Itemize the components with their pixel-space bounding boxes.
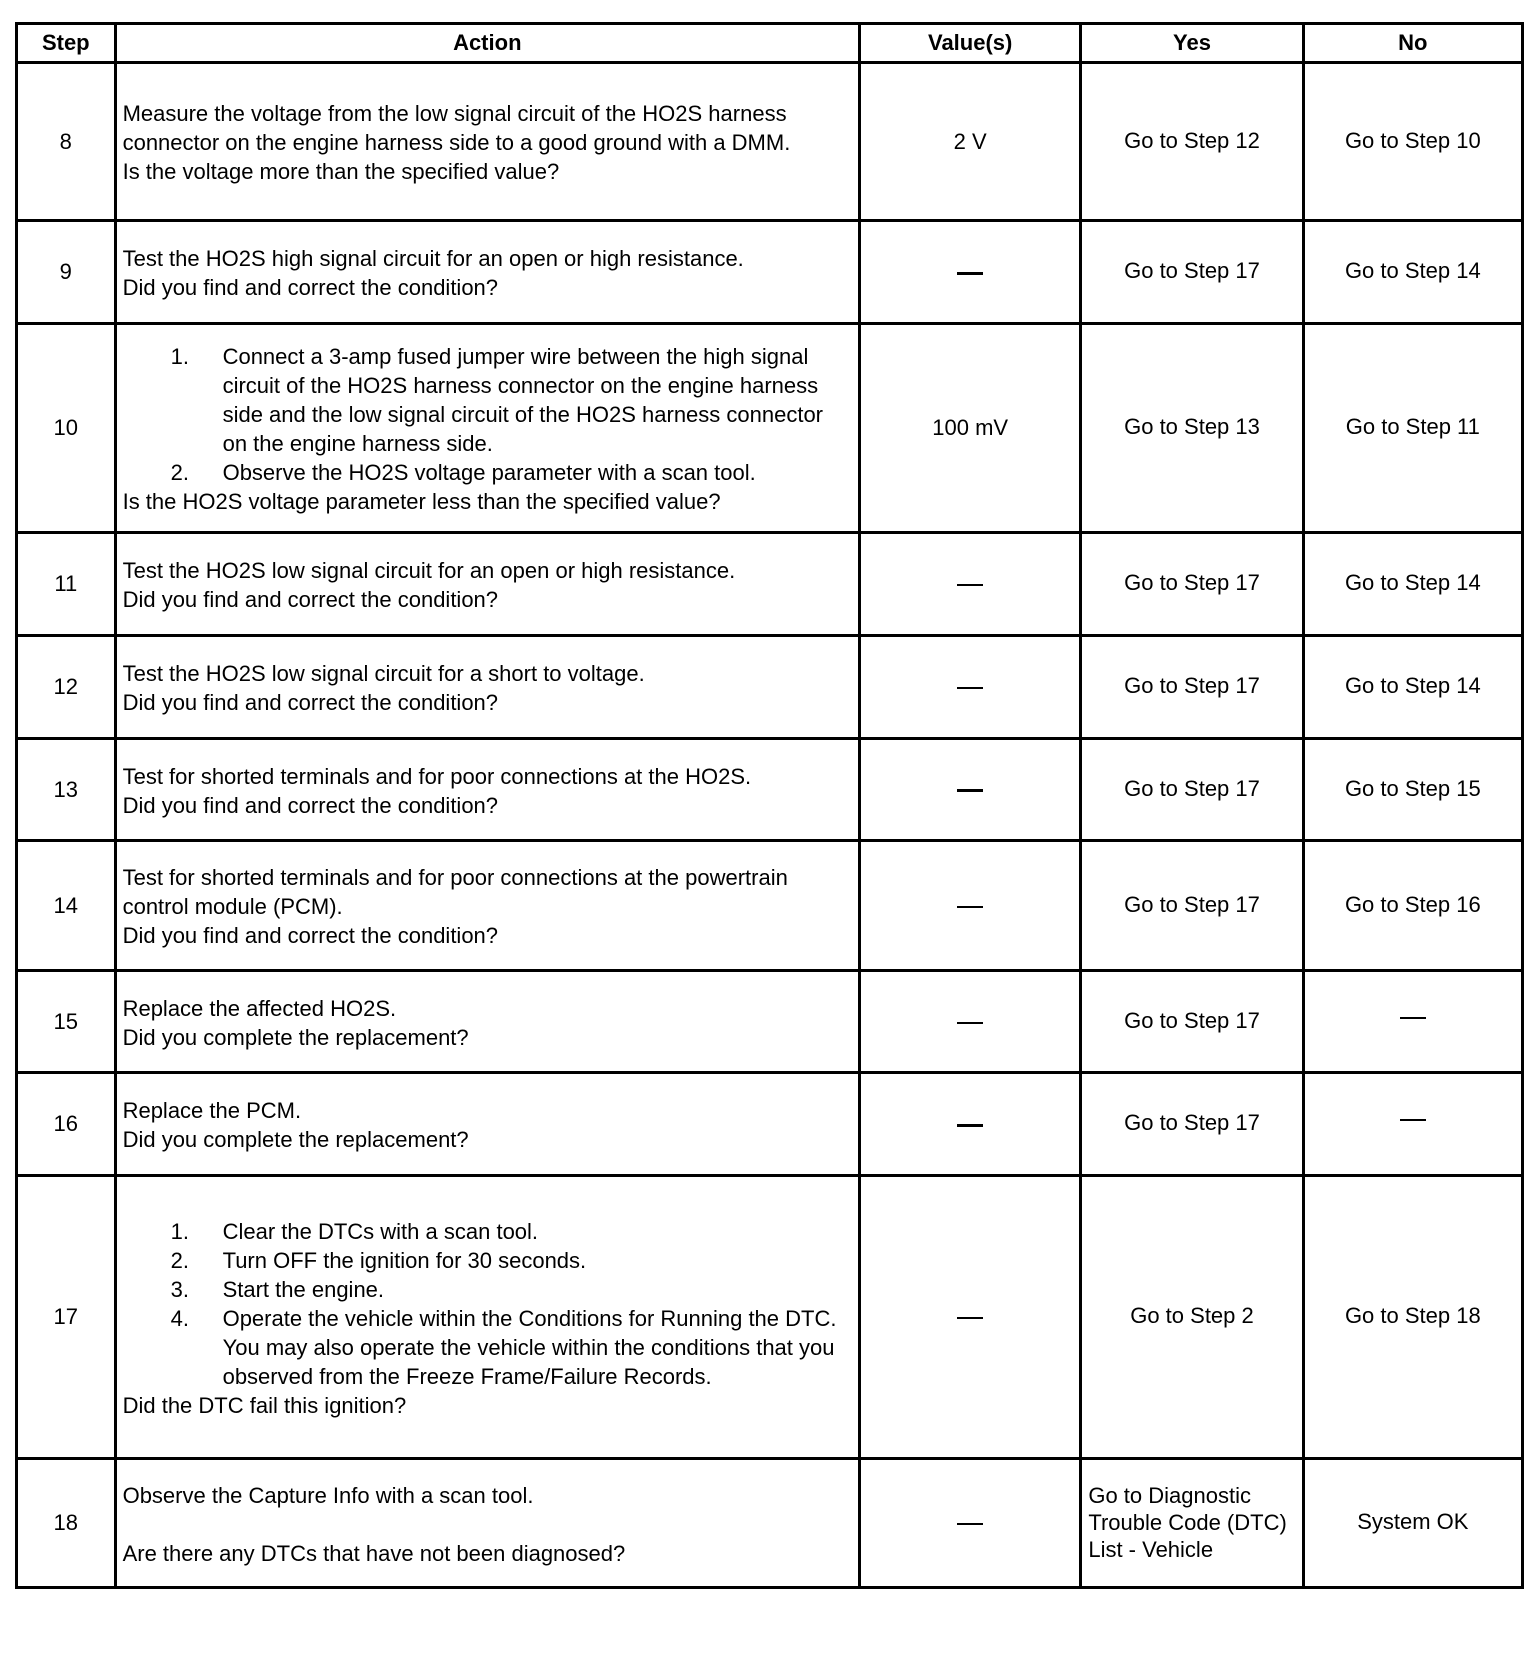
no-cell: Go to Step 10 <box>1303 63 1522 221</box>
value-dash <box>957 1124 983 1127</box>
value-dash <box>957 584 983 586</box>
list-item: 2. Observe the HO2S voltage parameter with a scan tool. <box>170 460 756 485</box>
action-cell <box>115 636 859 739</box>
yes-cell: Go to Step 12 <box>1081 63 1303 221</box>
table-row <box>17 63 1523 221</box>
action-cell <box>115 63 859 221</box>
action-instruction: Test the HO2S low signal circuit for a short to voltage. <box>122 661 645 686</box>
list-item: 1. Clear the DTCs with a scan tool. <box>170 1218 539 1244</box>
no-dash <box>1400 1017 1426 1019</box>
diagnostic-table <box>15 22 1524 1589</box>
no-cell: Go to Step 18 <box>1303 1176 1522 1459</box>
action-instruction: Observe the Capture Info with a scan tool. <box>122 1482 534 1508</box>
step-number: 18 <box>17 1459 116 1588</box>
no-cell: Go to Step 11 <box>1303 324 1522 533</box>
yes-cell: Go to Step 17 <box>1081 636 1303 739</box>
header-no: No <box>1303 24 1522 63</box>
step-number: 8 <box>17 63 116 221</box>
no-cell: Go to Step 14 <box>1303 221 1522 324</box>
value-dash <box>957 906 983 908</box>
step-number: 11 <box>17 533 116 636</box>
table-row <box>17 1459 1523 1588</box>
action-question: Did you find and correct the condition? <box>122 792 499 818</box>
list-item: 1. Connect a 3-amp fused jumper wire between the high signal circuit of the HO2S harness connector on the engine harness side and the low signal circuit of the HO2S harness connector on the engine harness side. <box>170 344 824 456</box>
action-cell <box>115 841 859 971</box>
step-number: 10 <box>17 324 116 533</box>
yes-cell: Go to Step 17 <box>1081 841 1303 971</box>
value-dash <box>957 272 983 275</box>
action-instruction: Replace the PCM. <box>122 1098 302 1123</box>
table-row <box>17 533 1523 636</box>
action-steps-list <box>123 342 852 487</box>
step-number: 9 <box>17 221 116 324</box>
value-cell <box>860 636 1081 739</box>
step-number: 15 <box>17 971 116 1073</box>
no-cell <box>1303 971 1522 1073</box>
yes-cell: Go to Step 17 <box>1081 533 1303 636</box>
table-row <box>17 841 1523 971</box>
no-dash <box>1400 1119 1426 1121</box>
no-cell: Go to Step 14 <box>1303 533 1522 636</box>
header-action: Action <box>115 24 859 63</box>
yes-cell: Go to Step 17 <box>1081 971 1303 1073</box>
action-question: Did you complete the replacement? <box>122 1024 469 1050</box>
action-instruction: Test the HO2S high signal circuit for an open or high resistance. <box>122 246 744 271</box>
table-row <box>17 1073 1523 1176</box>
header-row <box>17 24 1523 63</box>
no-cell: Go to Step 16 <box>1303 841 1522 971</box>
table-row <box>17 739 1523 841</box>
value-cell <box>860 1176 1081 1459</box>
value-cell <box>860 971 1081 1073</box>
list-item: 3. Start the engine. <box>170 1276 385 1302</box>
action-cell <box>115 971 859 1073</box>
action-question: Is the voltage more than the specified value? <box>122 159 560 184</box>
value-cell: 100 mV <box>860 324 1081 533</box>
value-cell <box>860 533 1081 636</box>
action-cell <box>115 1459 859 1588</box>
yes-cell: Go to Step 17 <box>1081 221 1303 324</box>
table-row <box>17 221 1523 324</box>
header-yes: Yes <box>1081 24 1303 63</box>
action-cell <box>115 533 859 636</box>
value-cell <box>860 221 1081 324</box>
action-cell <box>115 1176 859 1459</box>
value-cell: 2 V <box>860 63 1081 221</box>
action-cell <box>115 739 859 841</box>
step-number: 12 <box>17 636 116 739</box>
value-cell <box>860 1073 1081 1176</box>
yes-cell: Go to Step 2 <box>1081 1176 1303 1459</box>
step-number: 17 <box>17 1176 116 1459</box>
value-dash <box>957 1022 983 1024</box>
action-question: Did you find and correct the condition? <box>122 923 499 948</box>
action-instruction: Test the HO2S low signal circuit for an open or high resistance. <box>122 558 736 583</box>
no-cell: Go to Step 14 <box>1303 636 1522 739</box>
action-instruction: Measure the voltage from the low signal circuit of the HO2S harness connector on the engine harness side to a good ground with a DMM. <box>122 101 791 155</box>
action-instruction: Replace the affected HO2S. <box>122 995 397 1021</box>
yes-cell: Go to Diagnostic Trouble Code (DTC) List - Vehicle <box>1081 1459 1303 1588</box>
action-instruction: Test for shorted terminals and for poor connections at the HO2S. <box>122 763 752 789</box>
step-number: 14 <box>17 841 116 971</box>
table-row <box>17 636 1523 739</box>
table-row <box>17 971 1523 1073</box>
header-step: Step <box>17 24 116 63</box>
list-item: 2. Turn OFF the ignition for 30 seconds. <box>170 1247 587 1273</box>
action-instruction: Test for shorted terminals and for poor connections at the powertrain control module (PCM). <box>122 865 788 919</box>
table-row <box>17 324 1523 533</box>
action-steps-list <box>123 1217 852 1391</box>
no-cell <box>1303 1073 1522 1176</box>
no-cell: Go to Step 15 <box>1303 739 1522 841</box>
action-question: Are there any DTCs that have not been diagnosed? <box>122 1540 626 1566</box>
action-question: Did the DTC fail this ignition? <box>122 1392 407 1418</box>
no-cell: System OK <box>1303 1459 1522 1588</box>
list-item: 4. Operate the vehicle within the Conditions for Running the DTC. You may also operate the vehicle within the conditions that you observed from the Freeze Frame/Failure Records. <box>170 1305 837 1389</box>
action-question: Did you complete the replacement? <box>122 1127 469 1152</box>
value-dash <box>957 789 983 792</box>
step-number: 16 <box>17 1073 116 1176</box>
action-question: Did you find and correct the condition? <box>122 587 499 612</box>
value-dash <box>957 1523 983 1525</box>
value-cell <box>860 841 1081 971</box>
yes-cell: Go to Step 17 <box>1081 1073 1303 1176</box>
value-dash <box>957 687 983 689</box>
table-row <box>17 1176 1523 1459</box>
yes-cell: Go to Step 13 <box>1081 324 1303 533</box>
action-question: Did you find and correct the condition? <box>122 690 499 715</box>
action-cell <box>115 221 859 324</box>
step-number: 13 <box>17 739 116 841</box>
action-cell <box>115 324 859 533</box>
header-values: Value(s) <box>860 24 1081 63</box>
value-cell <box>860 739 1081 841</box>
yes-cell: Go to Step 17 <box>1081 739 1303 841</box>
action-question: Did you find and correct the condition? <box>122 275 499 300</box>
value-cell <box>860 1459 1081 1588</box>
action-question: Is the HO2S voltage parameter less than the specified value? <box>122 489 721 514</box>
value-dash <box>957 1317 983 1319</box>
action-cell <box>115 1073 859 1176</box>
